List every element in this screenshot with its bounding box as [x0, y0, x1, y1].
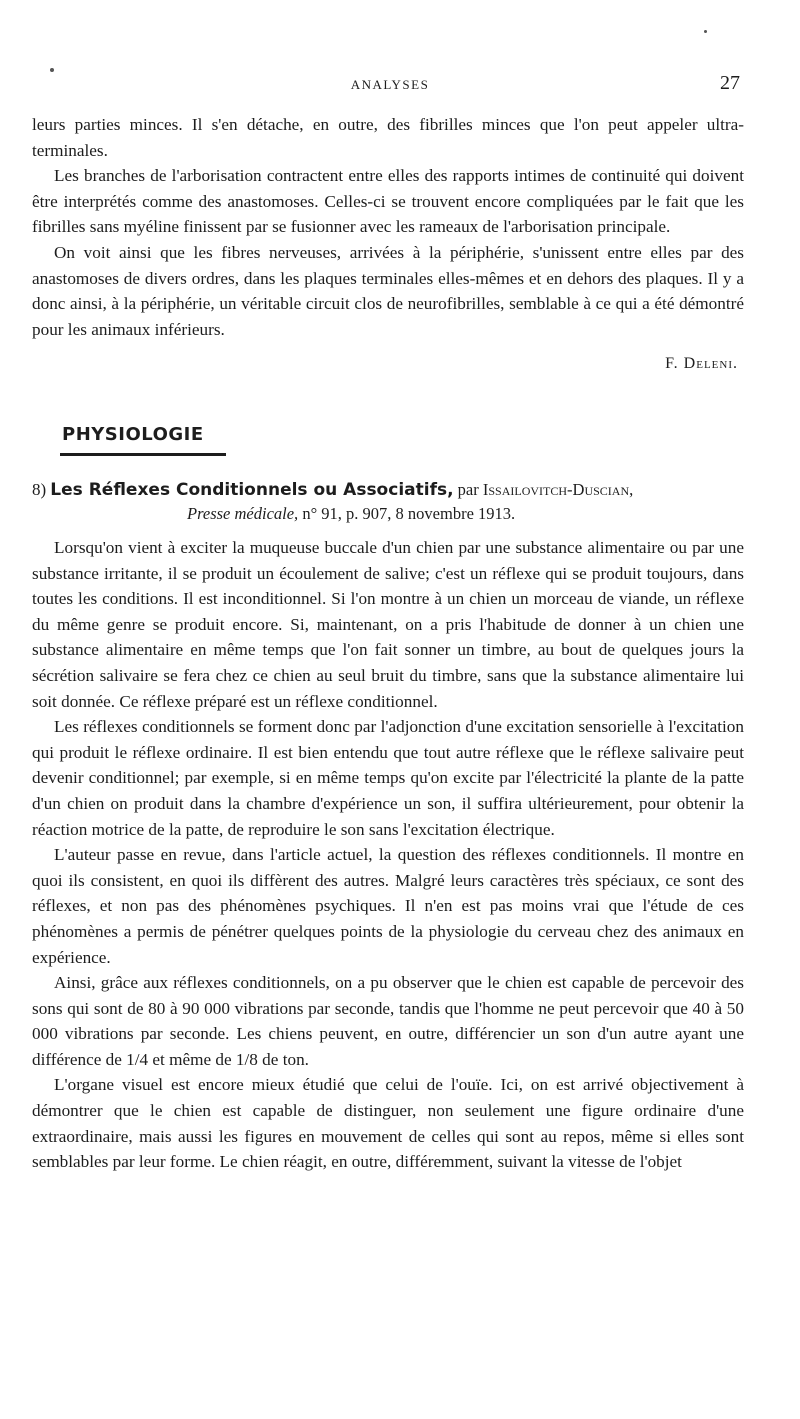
article-number: 8) [32, 480, 47, 499]
running-title: ANALYSES [350, 77, 430, 92]
signature-text: F. Deleni. [665, 355, 738, 372]
review-signature [32, 355, 738, 373]
paragraph: On voit ainsi que les fibres nerveuses, arrivées à la périphérie, s'unissent entre elles par des anastomoses de divers ordres, dans les plaques terminales elles-mêmes et en dehors des plaques. Il y a donc ainsi, à la périphérie, un véritable circuit clos de neurofibrilles, semblable à ce qui a été démontré pour les animaux inférieurs. [32, 242, 744, 339]
paragraph: L'organe visuel est encore mieux étudié que celui de l'ouïe. Ici, on est arrivé objectivement à démontrer que le chien est capable de distinguer, non seulement une figure ordinaire d'une extraordinaire, mais aussi les figures en mouvement de celles qui sont au repos, même si elles sont semblables par leur forme. Le chien réagit, en outre, différemment, suivant la vitesse de l'objet [32, 1075, 744, 1172]
article-heading [32, 478, 744, 525]
article-title: Les Réflexes Conditionnels ou Associatifs, [50, 480, 454, 500]
paragraph: L'auteur passe en revue, dans l'article actuel, la question des réflexes conditionnels. Il montre en quoi ils consistent, en quoi ils diffèrent des autres. Malgré leurs caractères très spéciaux, ce sont des réflexes, et non pas des phénomènes psychiques. Il n'en est pas moins vrai que l'étude de ces phénomènes a permis de pénétrer quelques points de la physiologie du cerveau chez des animaux en expérience. [32, 845, 744, 967]
previous-review-text [32, 112, 744, 342]
article-journal: Presse médicale, [187, 504, 299, 523]
page-number: 27 [720, 72, 740, 94]
paragraph: leurs parties minces. Il s'en détache, en outre, des fibrilles minces que l'on peut appeler ultra-terminales. [32, 115, 744, 160]
section-title: PHYSIOLOGIE [62, 424, 204, 445]
running-header [40, 74, 740, 96]
paragraph: Les réflexes conditionnels se forment donc par l'adjonction d'une excitation sensorielle à l'excitation qui produit le réflexe ordinaire. Il est bien entendu que tout autre réflexe que le réflexe salivaire peut devenir conditionnel; par exemple, si en même temps qu'on excite par l'électricité la plante de la patte d'un chien on produit dans la chambre d'expérience un son, il suffira ultérieurement, pour obtenir la réaction motrice de la patte, de reproduire le son sans l'excitation électrique. [32, 717, 744, 839]
article-body [32, 535, 744, 1175]
paragraph: Ainsi, grâce aux réflexes conditionnels, on a pu observer que le chien est capable de percevoir des sons qui sont de 80 à 90 000 vibrations par seconde, tandis que l'homme ne peut percevoir que 40 à 50 000 vibrations par seconde. Les chiens peuvent, en outre, différencier un son d'un autre ayant une différence de 1/4 et même de 1/8 de ton. [32, 973, 744, 1069]
paragraph: Les branches de l'arborisation contractent entre elles des rapports intimes de continuité qui doivent être interprétés comme des anastomoses. Celles-ci se trouvent encore compliquées par le fait que les fibrilles sans myéline finissent par se fusionner avec les rameaux de l'arborisation principale. [32, 166, 744, 237]
paragraph: Lorsqu'on vient à exciter la muqueuse buccale d'un chien par une substance alimentaire ou par une substance irritante, il se produit un écoulement de salive; c'est un réflexe qui se produit toujours, dans toutes les conditions. Il est inconditionnel. Si l'on montre à un chien un morceau de viande, un réflexe du même genre se produit encore. Si, maintenant, on a pris l'habitude de donner à un chien une substance alimentaire en même temps que l'on fait sonner un timbre, au bout de quelques jours la sécrétion salivaire se fera chez ce chien au seul bruit du timbre, sans que la substance alimentaire lui soit donnée. Ce réflexe préparé est un réflexe conditionnel. [32, 538, 744, 711]
scan-speck [50, 68, 54, 72]
article-by: par [457, 480, 479, 499]
article-author: Issailovitch-Duscian, [482, 480, 634, 499]
scan-speck [704, 30, 707, 33]
article-citation: n° 91, p. 907, 8 novembre 1913. [302, 504, 516, 523]
section-underline [60, 453, 226, 456]
